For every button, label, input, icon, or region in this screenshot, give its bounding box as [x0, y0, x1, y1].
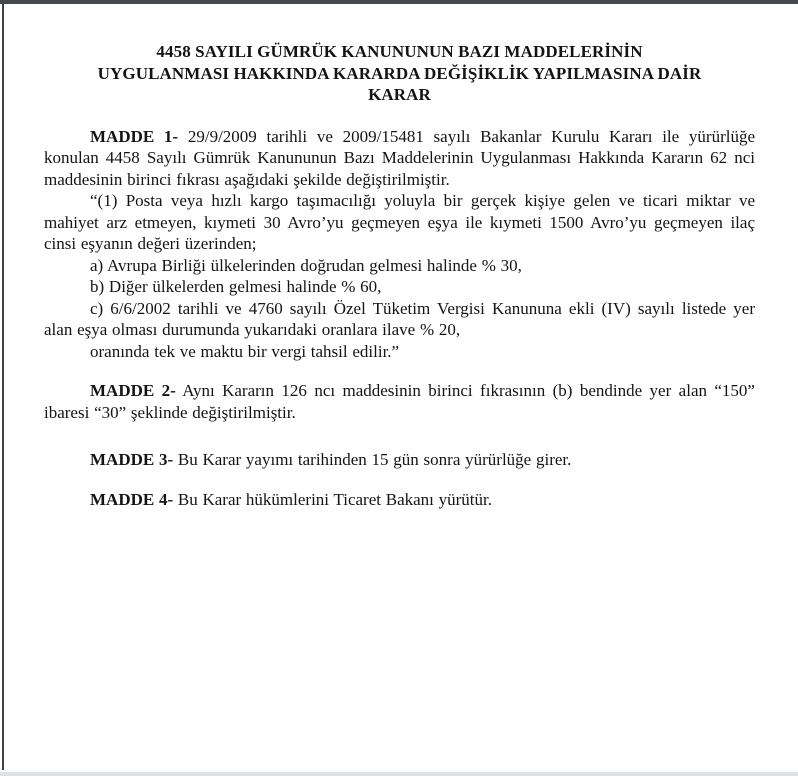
provision-item-a: a) Avrupa Birliği ülkelerinden doğrudan gelmesi halinde % 30,	[90, 255, 522, 275]
quoted-provision-intro: “(1) Posta veya hızlı kargo taşımacılığı yoluyla bir gerçek kişiye gelen ve ticari miktar ve mahiyet arz etmeyen, kıymeti 30 Avro’yu geçmeyen eşya ile kıymeti 1500 Avro’yu geçmeyen ilaç cinsi eşyanın değeri üzerinden;	[44, 191, 755, 253]
article-1-text: 29/9/2009 tarihli ve 2009/15481 sayılı Bakanlar Kurulu Kararı ile yürürlüğe konulan 4458 Sayılı Gümrük Kanununun Bazı Maddelerinin Uygulanması Hakkında Kararın 62 nci maddesinin birinci fıkrası aşağıdaki şekilde değiştirilmiştir.	[44, 126, 755, 189]
article-2-label: MADDE 2-	[90, 381, 176, 400]
document-body	[44, 4, 755, 510]
article-2	[44, 380, 755, 423]
title-line-2: UYGULANMASI HAKKINDA KARARDA DEĞİŞİKLİK YAPILMASINA DAİR	[97, 63, 702, 83]
provision-item-c: c) 6/6/2002 tarihli ve 4760 sayılı Özel Tüketim Vergisi Kanununa ekli (IV) sayılı listede yer alan eşya olması durumunda yukarıdaki oranlara ilave % 20,	[44, 298, 755, 339]
article-4-text: Bu Karar hükümlerini Ticaret Bakanı yürütür.	[177, 489, 493, 509]
article-1-label: MADDE 1-	[90, 126, 179, 146]
article-4-label: MADDE 4-	[90, 489, 174, 509]
document-title	[44, 41, 755, 106]
scan-left-edge	[2, 4, 4, 770]
scan-bottom-edge	[0, 772, 798, 776]
title-line-1: 4458 SAYILI GÜMRÜK KANUNUNUN BAZI MADDELERİNİN	[156, 42, 643, 61]
article-2-text: Aynı Kararın 126 ncı maddesinin birinci fıkrasının (b) bendinde yer alan “150” ibaresi “30” şeklinde değiştirilmiştir.	[44, 381, 755, 422]
article-3-label: MADDE 3-	[90, 450, 174, 469]
article-1	[44, 126, 755, 191]
provision-item-b: b) Diğer ülkelerden gelmesi halinde % 60,	[90, 277, 382, 296]
title-line-3: KARAR	[368, 85, 431, 104]
article-3-text: Bu Karar yayımı tarihinden 15 gün sonra yürürlüğe girer.	[177, 450, 572, 469]
article-4	[44, 489, 755, 511]
article-3	[44, 449, 755, 471]
quoted-provision-closing: oranında tek ve maktu bir vergi tahsil edilir.”	[90, 341, 400, 361]
